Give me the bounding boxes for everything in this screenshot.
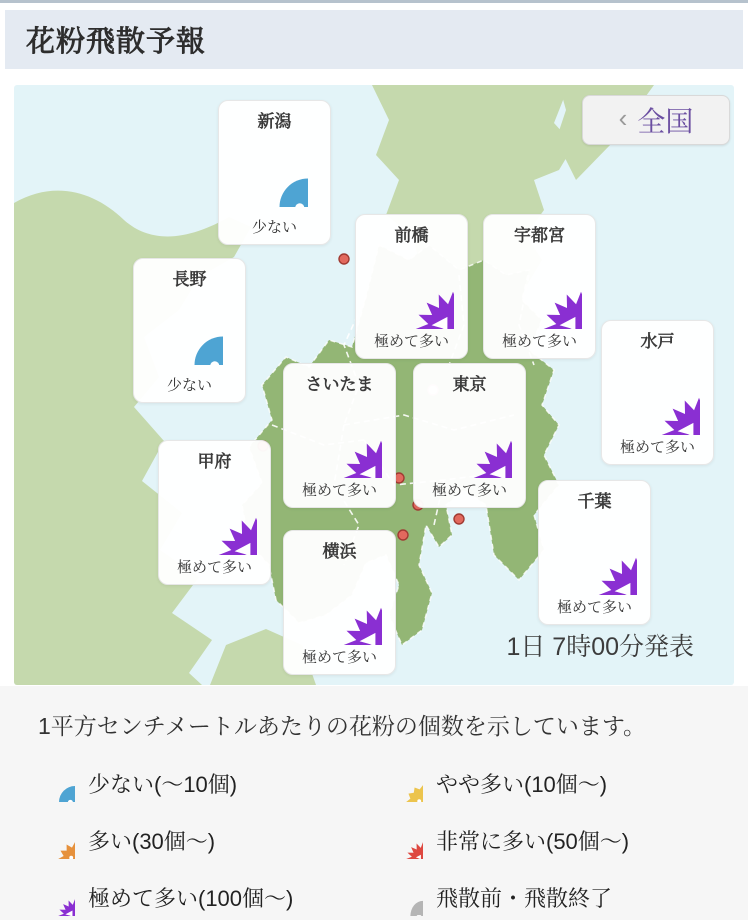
city-name: 新潟 xyxy=(257,112,292,131)
city-name: 横浜 xyxy=(322,542,357,561)
city-level-label: 少ない xyxy=(251,219,297,236)
city-level-label: 極めて多い xyxy=(373,333,449,350)
legend xyxy=(0,686,748,920)
map xyxy=(14,85,734,685)
legend-item xyxy=(38,822,386,859)
page-title: 花粉飛散予報 xyxy=(26,26,207,58)
city-level-label: 極めて多い xyxy=(301,482,377,499)
pollen-level-icon xyxy=(157,299,223,365)
legend-item xyxy=(38,879,386,916)
city-card xyxy=(483,214,596,359)
city-card xyxy=(601,320,714,465)
national-view-label: 全国 xyxy=(637,106,694,137)
legend-icon xyxy=(38,822,75,859)
pollen-level-icon xyxy=(498,247,582,329)
legend-label: 少ない(〜10個) xyxy=(88,772,238,797)
pollen-level-icon xyxy=(428,396,512,478)
pollen-level-icon xyxy=(242,141,308,207)
chevron-left-icon: ‹ xyxy=(618,103,628,133)
city-level-label: 極めて多い xyxy=(501,333,577,350)
legend-label: 極めて多い(100個〜) xyxy=(88,886,294,911)
legend-icon xyxy=(386,879,423,916)
legend-icon xyxy=(386,765,423,802)
city-card xyxy=(218,100,331,245)
publish-time: 1日 7時00分発表 xyxy=(506,633,694,661)
city-card xyxy=(355,214,468,359)
legend-item xyxy=(38,765,386,802)
city-name: 甲府 xyxy=(197,452,232,471)
legend-item xyxy=(386,822,710,859)
pollen-level-icon xyxy=(173,473,257,555)
city-level-label: 少ない xyxy=(166,377,212,394)
city-card xyxy=(283,363,396,508)
city-card xyxy=(133,258,246,403)
city-name: 水戸 xyxy=(640,332,675,351)
top-border xyxy=(0,0,748,3)
pollen-level-icon xyxy=(553,513,637,595)
legend-label: 多い(30個〜) xyxy=(88,829,216,854)
city-name: 宇都宮 xyxy=(514,226,565,245)
city-name: 前橋 xyxy=(394,226,429,245)
city-card xyxy=(538,480,651,625)
city-card xyxy=(413,363,526,508)
city-card xyxy=(283,530,396,675)
city-name: さいたま xyxy=(305,375,374,394)
city-level-label: 極めて多い xyxy=(431,482,507,499)
pollen-level-icon xyxy=(370,247,454,329)
pollen-level-icon xyxy=(616,353,700,435)
national-view-button[interactable] xyxy=(582,95,730,145)
legend-grid xyxy=(38,765,710,916)
legend-item xyxy=(386,765,710,802)
city-name: 東京 xyxy=(452,375,487,394)
legend-icon xyxy=(38,765,75,802)
city-name: 千葉 xyxy=(577,492,612,511)
pollen-level-icon xyxy=(298,396,382,478)
city-name: 長野 xyxy=(172,270,207,289)
city-level-label: 極めて多い xyxy=(301,649,377,666)
page-header xyxy=(5,10,743,69)
city-card xyxy=(158,440,271,585)
city-level-label: 極めて多い xyxy=(176,559,252,576)
legend-label: 飛散前・飛散終了 xyxy=(436,886,613,911)
legend-label: 非常に多い(50個〜) xyxy=(436,829,630,854)
city-level-label: 極めて多い xyxy=(619,439,695,456)
legend-icon xyxy=(38,879,75,916)
legend-description: 1平方センチメートルあたりの花粉の個数を示しています。 xyxy=(38,713,647,739)
city-level-label: 極めて多い xyxy=(556,599,632,616)
pollen-level-icon xyxy=(298,563,382,645)
legend-icon xyxy=(386,822,423,859)
legend-item xyxy=(386,879,710,916)
legend-label: やや多い(10個〜) xyxy=(436,772,608,797)
